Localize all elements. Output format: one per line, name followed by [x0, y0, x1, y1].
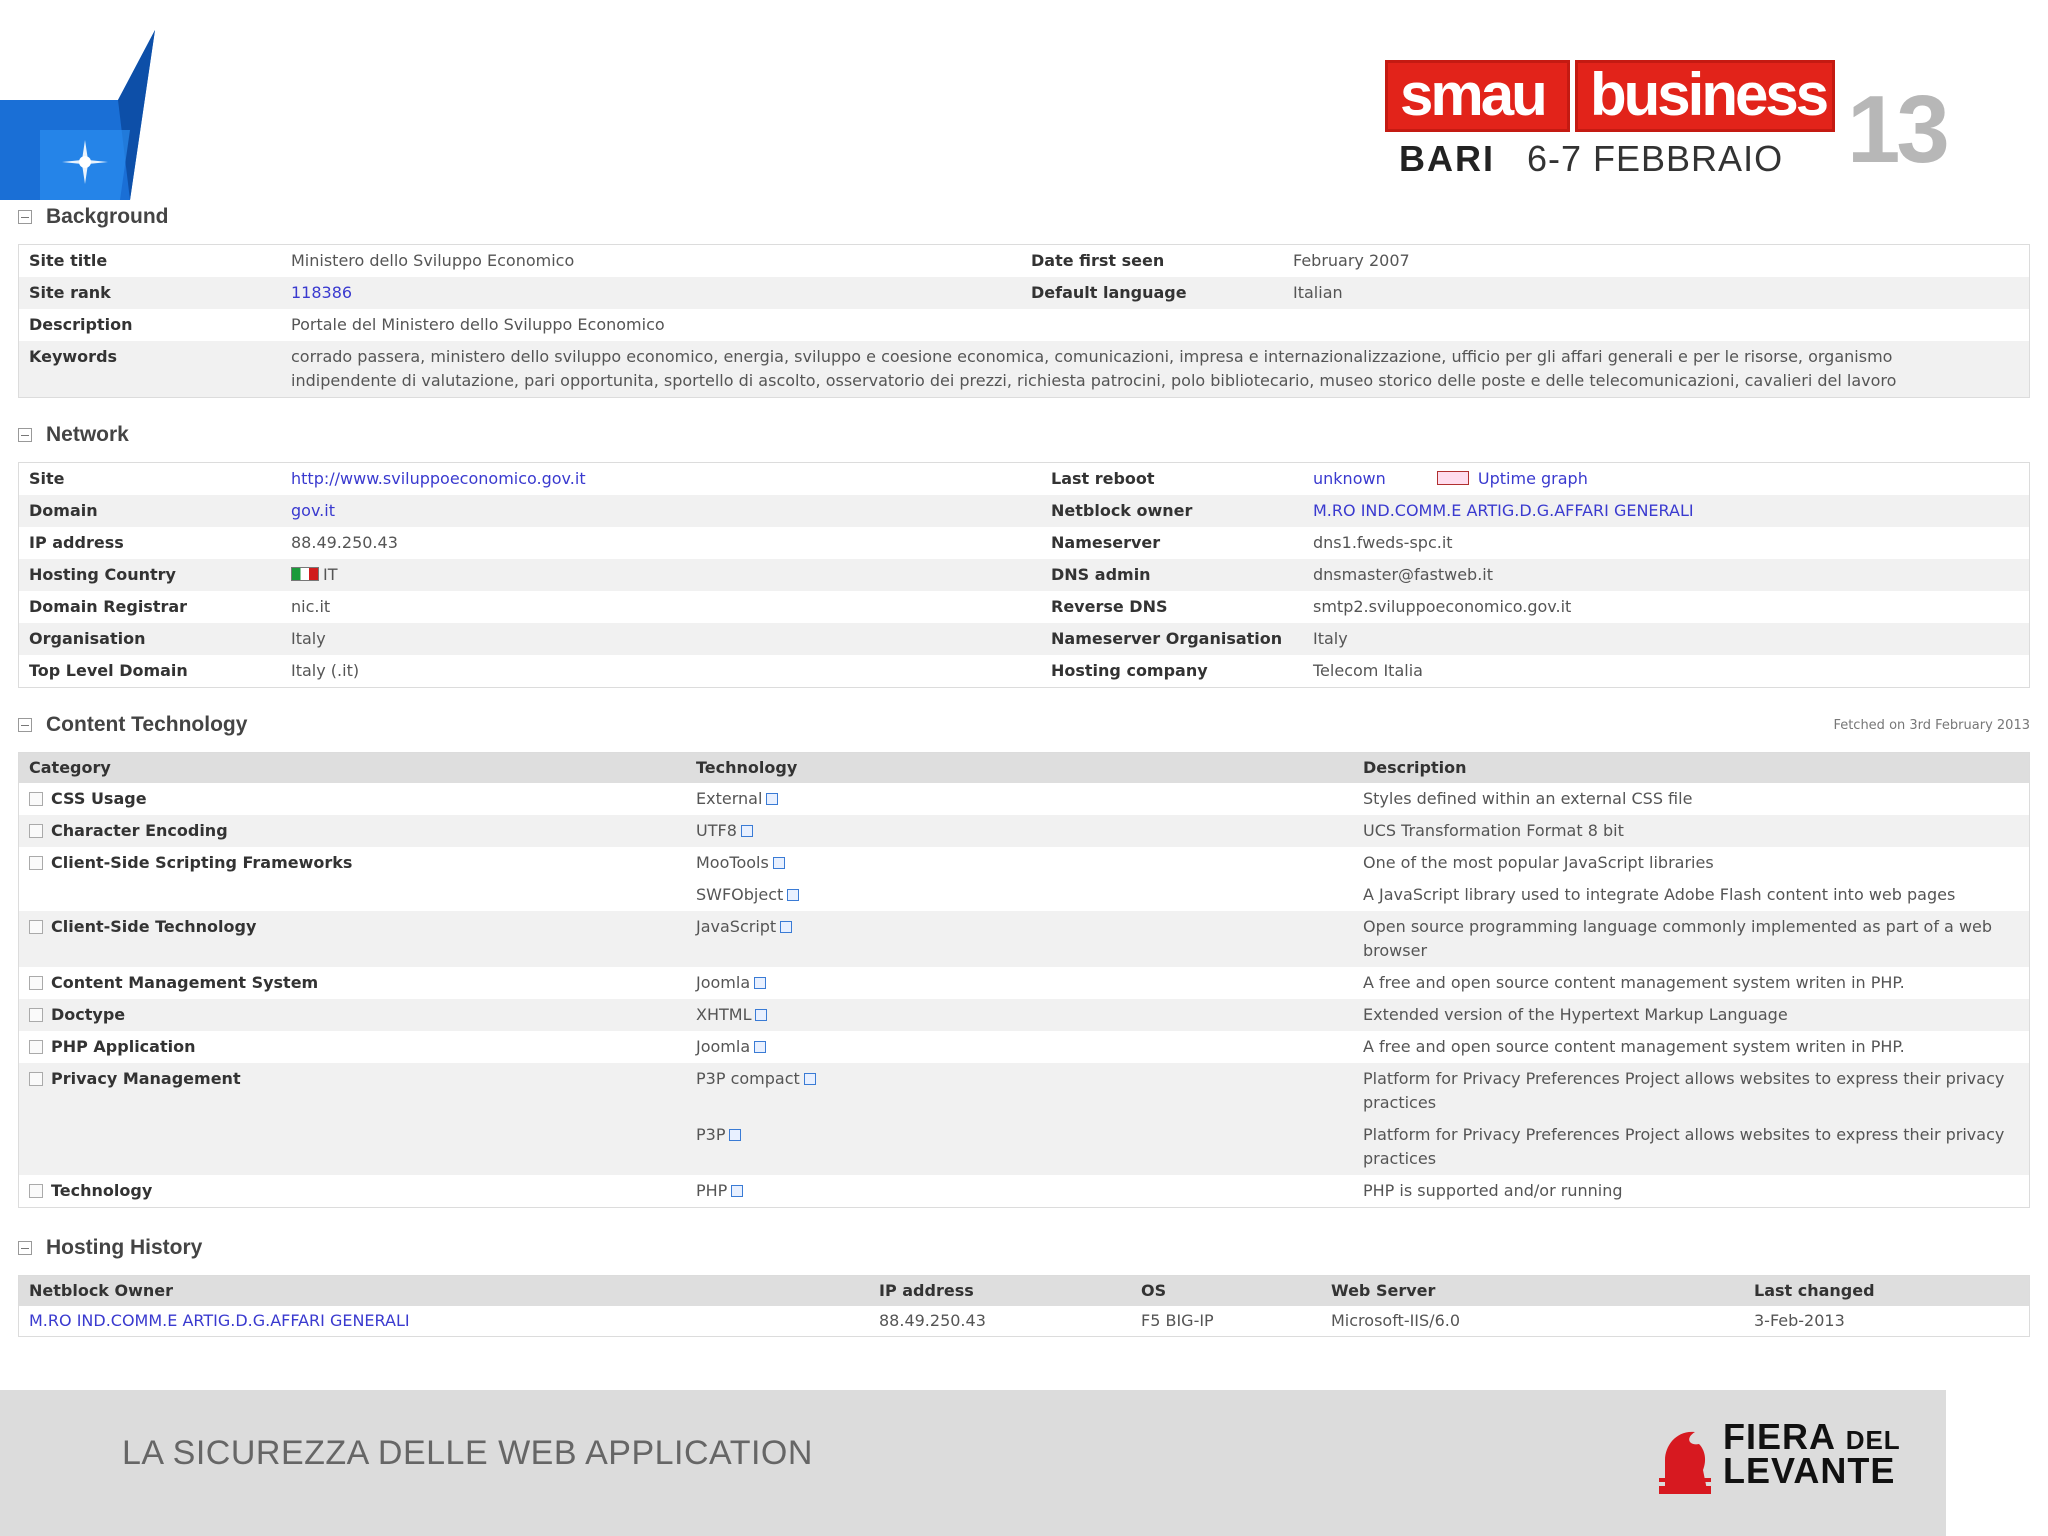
row-key: DNS admin [1051, 565, 1151, 584]
collapse-icon[interactable] [18, 1241, 32, 1255]
row-key: Date first seen [1031, 251, 1165, 270]
external-link-icon[interactable] [741, 825, 753, 837]
table-row [19, 999, 2029, 1031]
external-link-icon[interactable] [729, 1129, 741, 1141]
external-link-icon[interactable] [731, 1185, 743, 1197]
table-row [19, 967, 2029, 999]
category-cell [19, 787, 686, 811]
network-row [19, 623, 2029, 655]
technology-label: JavaScript [696, 917, 777, 936]
background-section [18, 202, 2030, 398]
row-key: Hosting company [1051, 661, 1208, 680]
ip-cell: 88.49.250.43 [879, 1311, 986, 1330]
external-link-icon[interactable] [780, 921, 792, 933]
table-row [19, 847, 2029, 879]
row-key: Nameserver [1051, 533, 1161, 552]
uptime-graph-link[interactable]: Uptime graph [1477, 469, 1588, 488]
expand-icon[interactable] [29, 856, 43, 870]
network-row [19, 559, 2029, 591]
smau-business-logo [1385, 60, 1960, 185]
background-row [19, 277, 2029, 309]
column-header[interactable]: Category [29, 758, 111, 777]
table-row [19, 879, 2029, 911]
background-row [19, 341, 2029, 397]
category-cell [19, 851, 686, 875]
category-cell [19, 915, 686, 963]
content-technology-header[interactable] [18, 710, 2030, 740]
network-table [18, 462, 2030, 688]
category-label: Client-Side Scripting Frameworks [51, 853, 353, 872]
technology-label: SWFObject [696, 885, 784, 904]
table-row [19, 1031, 2029, 1063]
technology-label: P3P [696, 1125, 726, 1144]
description-cell: A JavaScript library used to integrate Adobe Flash content into web pages [1363, 885, 1956, 904]
background-table [18, 244, 2030, 398]
smau-city: BARI [1399, 138, 1495, 179]
row-value: nic.it [291, 597, 331, 616]
category-label: PHP Application [51, 1037, 196, 1056]
expand-icon[interactable] [29, 1040, 43, 1054]
row-value: dns1.fweds-spc.it [1313, 533, 1453, 552]
row-value: dnsmaster@fastweb.it [1313, 565, 1493, 584]
description-cell: PHP is supported and/or running [1363, 1181, 1623, 1200]
row-value: corrado passera, ministero dello sviluppo economico, energia, sviluppo e coesione economica, comunicazioni, impresa e internazionalizzazione, ufficio per gli affari generali e per le risorse, organismo indipendente di valutazione, pari opportunita, sportello di ascolto, osservatorio dei prezzi, richiesta patrocini, polo bibliotecario, museo storico delle poste e delle telecomunicazioni, cavalieri del lavoro [291, 347, 1897, 390]
background-title: Background [46, 205, 169, 228]
row-value: Italy [291, 629, 326, 648]
netblock-owner-link[interactable]: M.RO IND.COMM.E ARTIG.D.G.AFFARI GENERALI [29, 1311, 410, 1330]
technology-label: Joomla [696, 1037, 751, 1056]
graph-icon [1437, 471, 1469, 485]
row-key: Top Level Domain [29, 661, 188, 680]
description-cell: Extended version of the Hypertext Markup Language [1363, 1005, 1788, 1024]
network-row [19, 527, 2029, 559]
network-row [19, 463, 2029, 495]
technology-cell[interactable] [686, 787, 1353, 811]
category-cell [19, 1003, 686, 1027]
expand-icon[interactable] [29, 976, 43, 990]
technology-cell[interactable] [686, 971, 1353, 995]
description-cell: Styles defined within an external CSS file [1363, 789, 1693, 808]
column-header[interactable]: Last changed [1754, 1281, 1875, 1300]
site-rank-link[interactable]: 118386 [291, 283, 353, 302]
row-value: Italy [1313, 629, 1348, 648]
expand-icon[interactable] [29, 792, 43, 806]
row-key: Description [29, 315, 133, 334]
row-key: Netblock owner [1051, 501, 1193, 520]
category-label: CSS Usage [51, 789, 147, 808]
table-row [19, 1119, 2029, 1175]
site-url-link[interactable]: http://www.sviluppoeconomico.gov.it [291, 469, 586, 488]
italy-flag-icon [291, 567, 319, 581]
row-key: Keywords [29, 347, 118, 366]
table-header [19, 1276, 2029, 1306]
row-key: Domain Registrar [29, 597, 188, 616]
category-cell [19, 1067, 686, 1115]
description-cell: One of the most popular JavaScript libraries [1363, 853, 1714, 872]
technology-label: UTF8 [696, 821, 737, 840]
row-key: Site title [29, 251, 108, 270]
technology-cell[interactable] [686, 819, 1353, 843]
description-cell: UCS Transformation Format 8 bit [1363, 821, 1624, 840]
row-key: Nameserver Organisation [1051, 629, 1283, 648]
row-key: Site [29, 469, 65, 488]
description-cell: Open source programming language commonly implemented as part of a web browser [1363, 917, 1993, 960]
content-technology-table [18, 752, 2030, 1208]
fiera-emblem-icon [1655, 1420, 1715, 1496]
row-value: February 2007 [1293, 251, 1410, 270]
network-section [18, 420, 2030, 688]
external-link-icon[interactable] [754, 1041, 766, 1053]
external-link-icon[interactable] [755, 1009, 767, 1021]
row-key: Default language [1031, 283, 1187, 302]
row-key: Reverse DNS [1051, 597, 1168, 616]
table-row [19, 1063, 2029, 1119]
technology-cell[interactable] [686, 1067, 1353, 1115]
footer-title: LA SICUREZZA DELLE WEB APPLICATION [122, 1434, 813, 1472]
category-cell [19, 883, 686, 907]
last-changed-cell: 3-Feb-2013 [1754, 1311, 1845, 1330]
column-header[interactable]: OS [1141, 1281, 1167, 1300]
category-cell [19, 1179, 686, 1203]
netblock-owner-link[interactable]: M.RO IND.COMM.E ARTIG.D.G.AFFARI GENERALI [1313, 501, 1694, 520]
row-value: Italy (.it) [291, 661, 360, 680]
network-row [19, 655, 2029, 687]
web-server-cell: Microsoft-IIS/6.0 [1331, 1311, 1461, 1330]
row-key: Domain [29, 501, 98, 520]
category-cell [19, 1123, 686, 1171]
technology-label: XHTML [696, 1005, 752, 1024]
os-cell: F5 BIG-IP [1141, 1311, 1214, 1330]
hosting-history-title: Hosting History [46, 1236, 203, 1259]
technology-cell[interactable] [686, 883, 1353, 907]
column-header[interactable]: Web Server [1331, 1281, 1436, 1300]
technology-label: MooTools [696, 853, 769, 872]
expand-icon[interactable] [29, 920, 43, 934]
expand-icon[interactable] [29, 824, 43, 838]
column-header[interactable]: IP address [879, 1281, 974, 1300]
description-cell: A free and open source content management system writen in PHP. [1363, 973, 1905, 992]
category-label: Character Encoding [51, 821, 228, 840]
technology-label: External [696, 789, 763, 808]
smau-dates: 6-7 FEBBRAIO [1527, 138, 1784, 179]
table-row [19, 783, 2029, 815]
hosting-history-header[interactable] [18, 1233, 2030, 1263]
expand-icon[interactable] [29, 1008, 43, 1022]
network-title: Network [46, 423, 129, 446]
category-label: Content Management System [51, 973, 319, 992]
network-header[interactable] [18, 420, 2030, 450]
column-header[interactable]: Technology [696, 758, 798, 777]
external-link-icon[interactable] [773, 857, 785, 869]
domain-link[interactable]: gov.it [291, 501, 335, 520]
smau-logo-word: smau [1385, 60, 1570, 132]
row-value: Italian [1293, 283, 1343, 302]
row-value: Portale del Ministero dello Sviluppo Economico [291, 315, 665, 334]
technology-cell[interactable] [686, 1035, 1353, 1059]
fetched-date: Fetched on 3rd February 2013 [1833, 718, 2030, 733]
background-header[interactable] [18, 202, 2030, 232]
background-row [19, 245, 2029, 277]
technology-cell[interactable] [686, 1179, 1353, 1203]
technology-label: P3P compact [696, 1069, 800, 1088]
collapse-icon[interactable] [18, 428, 32, 442]
technology-cell[interactable] [686, 1123, 1353, 1171]
category-cell [19, 1035, 686, 1059]
background-row [19, 309, 2029, 341]
external-link-icon[interactable] [804, 1073, 816, 1085]
category-label: Privacy Management [51, 1069, 241, 1088]
table-row [19, 815, 2029, 847]
column-header[interactable]: Description [1363, 758, 1467, 777]
category-cell [19, 819, 686, 843]
expand-icon[interactable] [29, 1072, 43, 1086]
row-value: smtp2.sviluppoeconomico.gov.it [1313, 597, 1572, 616]
description-cell: A free and open source content management system writen in PHP. [1363, 1037, 1905, 1056]
category-label: Technology [51, 1181, 153, 1200]
row-value: Ministero dello Sviluppo Economico [291, 251, 575, 270]
technology-cell[interactable] [686, 915, 1353, 963]
external-link-icon[interactable] [787, 889, 799, 901]
collapse-icon[interactable] [18, 210, 32, 224]
table-row [19, 1175, 2029, 1207]
technology-cell[interactable] [686, 1003, 1353, 1027]
row-value: 88.49.250.43 [291, 533, 398, 552]
row-key: Last reboot [1051, 469, 1155, 488]
column-header[interactable]: Netblock Owner [29, 1281, 174, 1300]
network-row [19, 495, 2029, 527]
external-link-icon[interactable] [754, 977, 766, 989]
row-value: Telecom Italia [1313, 661, 1423, 680]
fiera-logo-line2: LEVANTE [1723, 1450, 1896, 1491]
row-key: Site rank [29, 283, 111, 302]
network-row [19, 591, 2029, 623]
technology-label: Joomla [696, 973, 751, 992]
hosting-history-table [18, 1275, 2030, 1337]
smau-year: 13 [1847, 76, 1946, 183]
category-cell [19, 971, 686, 995]
table-row [19, 911, 2029, 967]
fiera-del-levante-logo [1655, 1416, 1920, 1500]
hosting-history-section [18, 1233, 2030, 1337]
category-label: Client-Side Technology [51, 917, 257, 936]
technology-cell[interactable] [686, 851, 1353, 875]
row-key: Hosting Country [29, 565, 176, 584]
content-technology-section [18, 710, 2030, 1208]
fiera-logo-line1: FIERA DEL [1723, 1416, 1901, 1457]
description-cell: Platform for Privacy Preferences Project allows websites to express their privacy practices [1363, 1125, 2005, 1168]
table-row [19, 1306, 2029, 1336]
row-key: IP address [29, 533, 124, 552]
content-technology-title: Content Technology [46, 713, 248, 736]
expand-icon[interactable] [29, 1184, 43, 1198]
collapse-icon[interactable] [18, 718, 32, 732]
business-logo-word: business [1575, 60, 1835, 132]
row-key: Organisation [29, 629, 146, 648]
external-link-icon[interactable] [766, 793, 778, 805]
description-cell: Platform for Privacy Preferences Project allows websites to express their privacy practices [1363, 1069, 2005, 1112]
category-label: Doctype [51, 1005, 126, 1024]
technology-label: PHP [696, 1181, 728, 1200]
table-header [19, 753, 2029, 783]
last-reboot-link[interactable]: unknown [1313, 469, 1386, 488]
row-value: IT [323, 565, 338, 584]
corner-star-logo [0, 30, 155, 200]
